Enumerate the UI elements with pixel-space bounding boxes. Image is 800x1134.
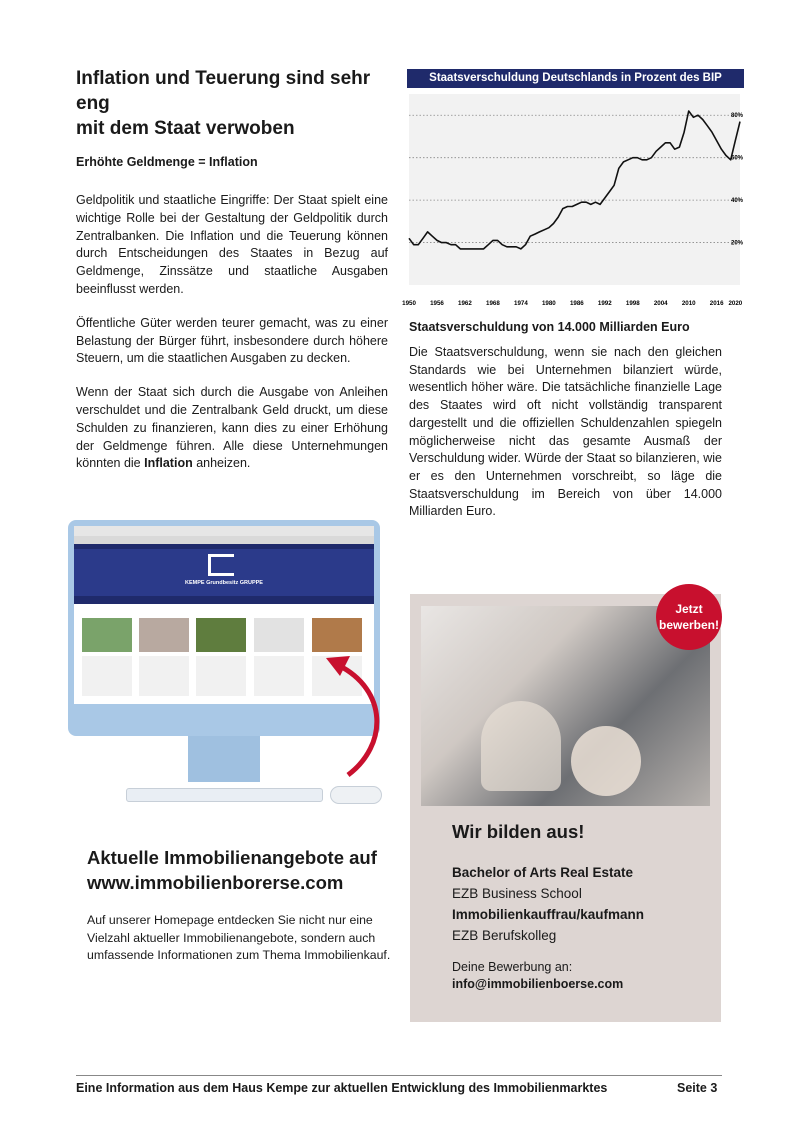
- chart-caption: Staatsverschuldung von 14.000 Milliarden Euro: [409, 320, 690, 334]
- apply-email[interactable]: info@immobilienboerse.com: [452, 977, 624, 991]
- course-1: Bachelor of Arts Real Estate: [452, 865, 634, 880]
- course-2: Immobilienkauffrau/kaufmann: [452, 907, 645, 922]
- x-tick-label: 1998: [625, 300, 640, 307]
- promo-heading-line-1: Aktuelle Immobilienangebote auf: [87, 847, 377, 868]
- listing-photo-5: [312, 618, 362, 652]
- browser-toolbar: [74, 526, 374, 536]
- heading-line-2: mit dem Staat verwoben: [76, 118, 295, 139]
- subheading-bold: Inflation: [209, 155, 258, 169]
- x-tick-label: 2016: [709, 300, 724, 307]
- listing-photo-3: [196, 618, 246, 652]
- site-brand: KEMPE Grundbesitz GRUPPE: [185, 580, 263, 586]
- y-tick-label: 60%: [730, 155, 743, 162]
- ad-contact: [452, 959, 623, 993]
- ad-photo-person-2: [481, 701, 561, 791]
- badge-line-1: Jetzt: [675, 602, 703, 616]
- ad-courses: [452, 862, 644, 946]
- badge-line-2: bewerben!: [658, 618, 719, 632]
- school-2: EZB Berufskolleg: [452, 928, 557, 943]
- listing-card-2: [139, 656, 189, 696]
- plot-background: [409, 94, 740, 285]
- listing-floorplan: [254, 618, 304, 652]
- promo-block: [87, 845, 397, 977]
- x-tick-label: 1992: [597, 300, 612, 307]
- footer-divider: [76, 1075, 722, 1076]
- debt-line-chart: [402, 88, 744, 328]
- keyboard: [126, 788, 323, 802]
- computer-mockup: [68, 520, 380, 810]
- paragraph-2: Öffentliche Güter werden teurer gemacht, was zu einer Belastung der Bürger führt, insbesondere durch höhere Steuern, um die staatlichen Ausgaben zu decken.: [76, 315, 388, 366]
- listing-photo-2: [139, 618, 189, 652]
- listing-card-4: [254, 656, 304, 696]
- site-header: [74, 549, 374, 596]
- school-1: EZB Business School: [452, 886, 582, 901]
- monitor-stand: [188, 736, 260, 782]
- red-arrow-icon: [298, 650, 388, 780]
- listing-card-3: [196, 656, 246, 696]
- page-number: Seite 3: [677, 1081, 718, 1095]
- y-tick-label: 40%: [730, 198, 743, 205]
- mouse: [330, 786, 382, 804]
- chart-title: Staatsverschuldung Deutschlands in Prozent des BIP: [407, 69, 744, 88]
- x-tick-label: 1986: [569, 300, 584, 307]
- paragraph-3-text: Wenn der Staat sich durch die Ausgabe von Anleihen verschuldet und die Zentralbank Geld druckt, um diese Schulden zu finanzieren, kann dies zu einer Erhöhung der Geldmenge führen. Alle diese Unternehmungen könnten die: [76, 385, 388, 471]
- y-tick-label: 20%: [730, 240, 743, 247]
- article-subheading: [76, 155, 388, 169]
- subheading-text: Erhöhte Geldmenge =: [76, 155, 210, 169]
- x-tick-label: 1956: [430, 300, 444, 307]
- training-ad: [410, 594, 721, 1022]
- footer-text: Eine Information aus dem Haus Kempe zur aktuellen Entwicklung des Immobilienmarktes: [76, 1081, 608, 1095]
- x-tick-label: 1968: [486, 300, 500, 307]
- site-nav: [74, 596, 374, 604]
- x-tick-label: 2010: [681, 300, 696, 307]
- paragraph-3: [76, 384, 388, 473]
- y-tick-label: 80%: [730, 113, 743, 120]
- logo-icon: [208, 554, 234, 576]
- chart-text-column: [409, 320, 722, 533]
- x-tick-label: 1980: [541, 300, 556, 307]
- badge-text: [659, 601, 719, 633]
- ad-photo-person: [571, 726, 641, 796]
- paragraph-3-bold: Inflation: [144, 456, 193, 471]
- listing-photo-1: [82, 618, 132, 652]
- paragraph-1: Geldpolitik und staatliche Eingriffe: Der Staat spielt eine wichtige Rolle bei der Gestaltung der Geldpolitik durch Zentralbanken. Die Inflation und die Teuerung können durch Entscheidungen des Staates in Bezug auf Geldmenge, Zinssätze und staatliche Ausgaben beeinflusst werden.: [76, 193, 388, 296]
- promo-website[interactable]: www.immobilienborerse.com: [87, 872, 344, 893]
- article-heading: [76, 66, 388, 141]
- promo-text: Auf unserer Homepage entdecken Sie nicht nur eine Vielzahl aktueller Immobilienangebote, sondern auch umfassende Informationen zum Thema Immobilienkauf.: [87, 913, 391, 962]
- x-tick-label: 1962: [458, 300, 472, 307]
- promo-heading: [87, 845, 397, 895]
- x-tick-label: 1974: [514, 300, 528, 307]
- apply-now-badge[interactable]: [656, 584, 722, 650]
- x-tick-label: 2020: [728, 300, 743, 307]
- chart-container: [402, 69, 744, 328]
- listing-card-1: [82, 656, 132, 696]
- ad-title: Wir bilden aus!: [452, 821, 585, 842]
- apply-label: Deine Bewerbung an:: [452, 960, 573, 974]
- chart-description: Die Staatsverschuldung, wenn sie nach den gleichen Standards wie bei Unternehmen bilanziert würde, wesentlich höher wäre. Die tatsächliche finanzielle Lage des Staates wird oft nicht vollständig transparent dargestellt und die offiziellen Schuldenzahlen spiegeln möglicherweise nicht das gesamte Ausmaß der Verschuldung wider. Würde der Staat so bilanzieren, wie er es den Unternehmen vorschreibt, so läge die Staatsverschuldung im Bereich von über 14.000 Milliarden Euro.: [409, 345, 722, 519]
- paragraph-3-end: anheizen.: [192, 456, 251, 471]
- x-tick-label: 2004: [653, 300, 668, 307]
- left-column: [76, 66, 388, 485]
- x-tick-label: 1950: [402, 300, 416, 307]
- browser-address-bar: [74, 536, 374, 544]
- heading-line-1: Inflation und Teuerung sind sehr eng: [76, 68, 371, 114]
